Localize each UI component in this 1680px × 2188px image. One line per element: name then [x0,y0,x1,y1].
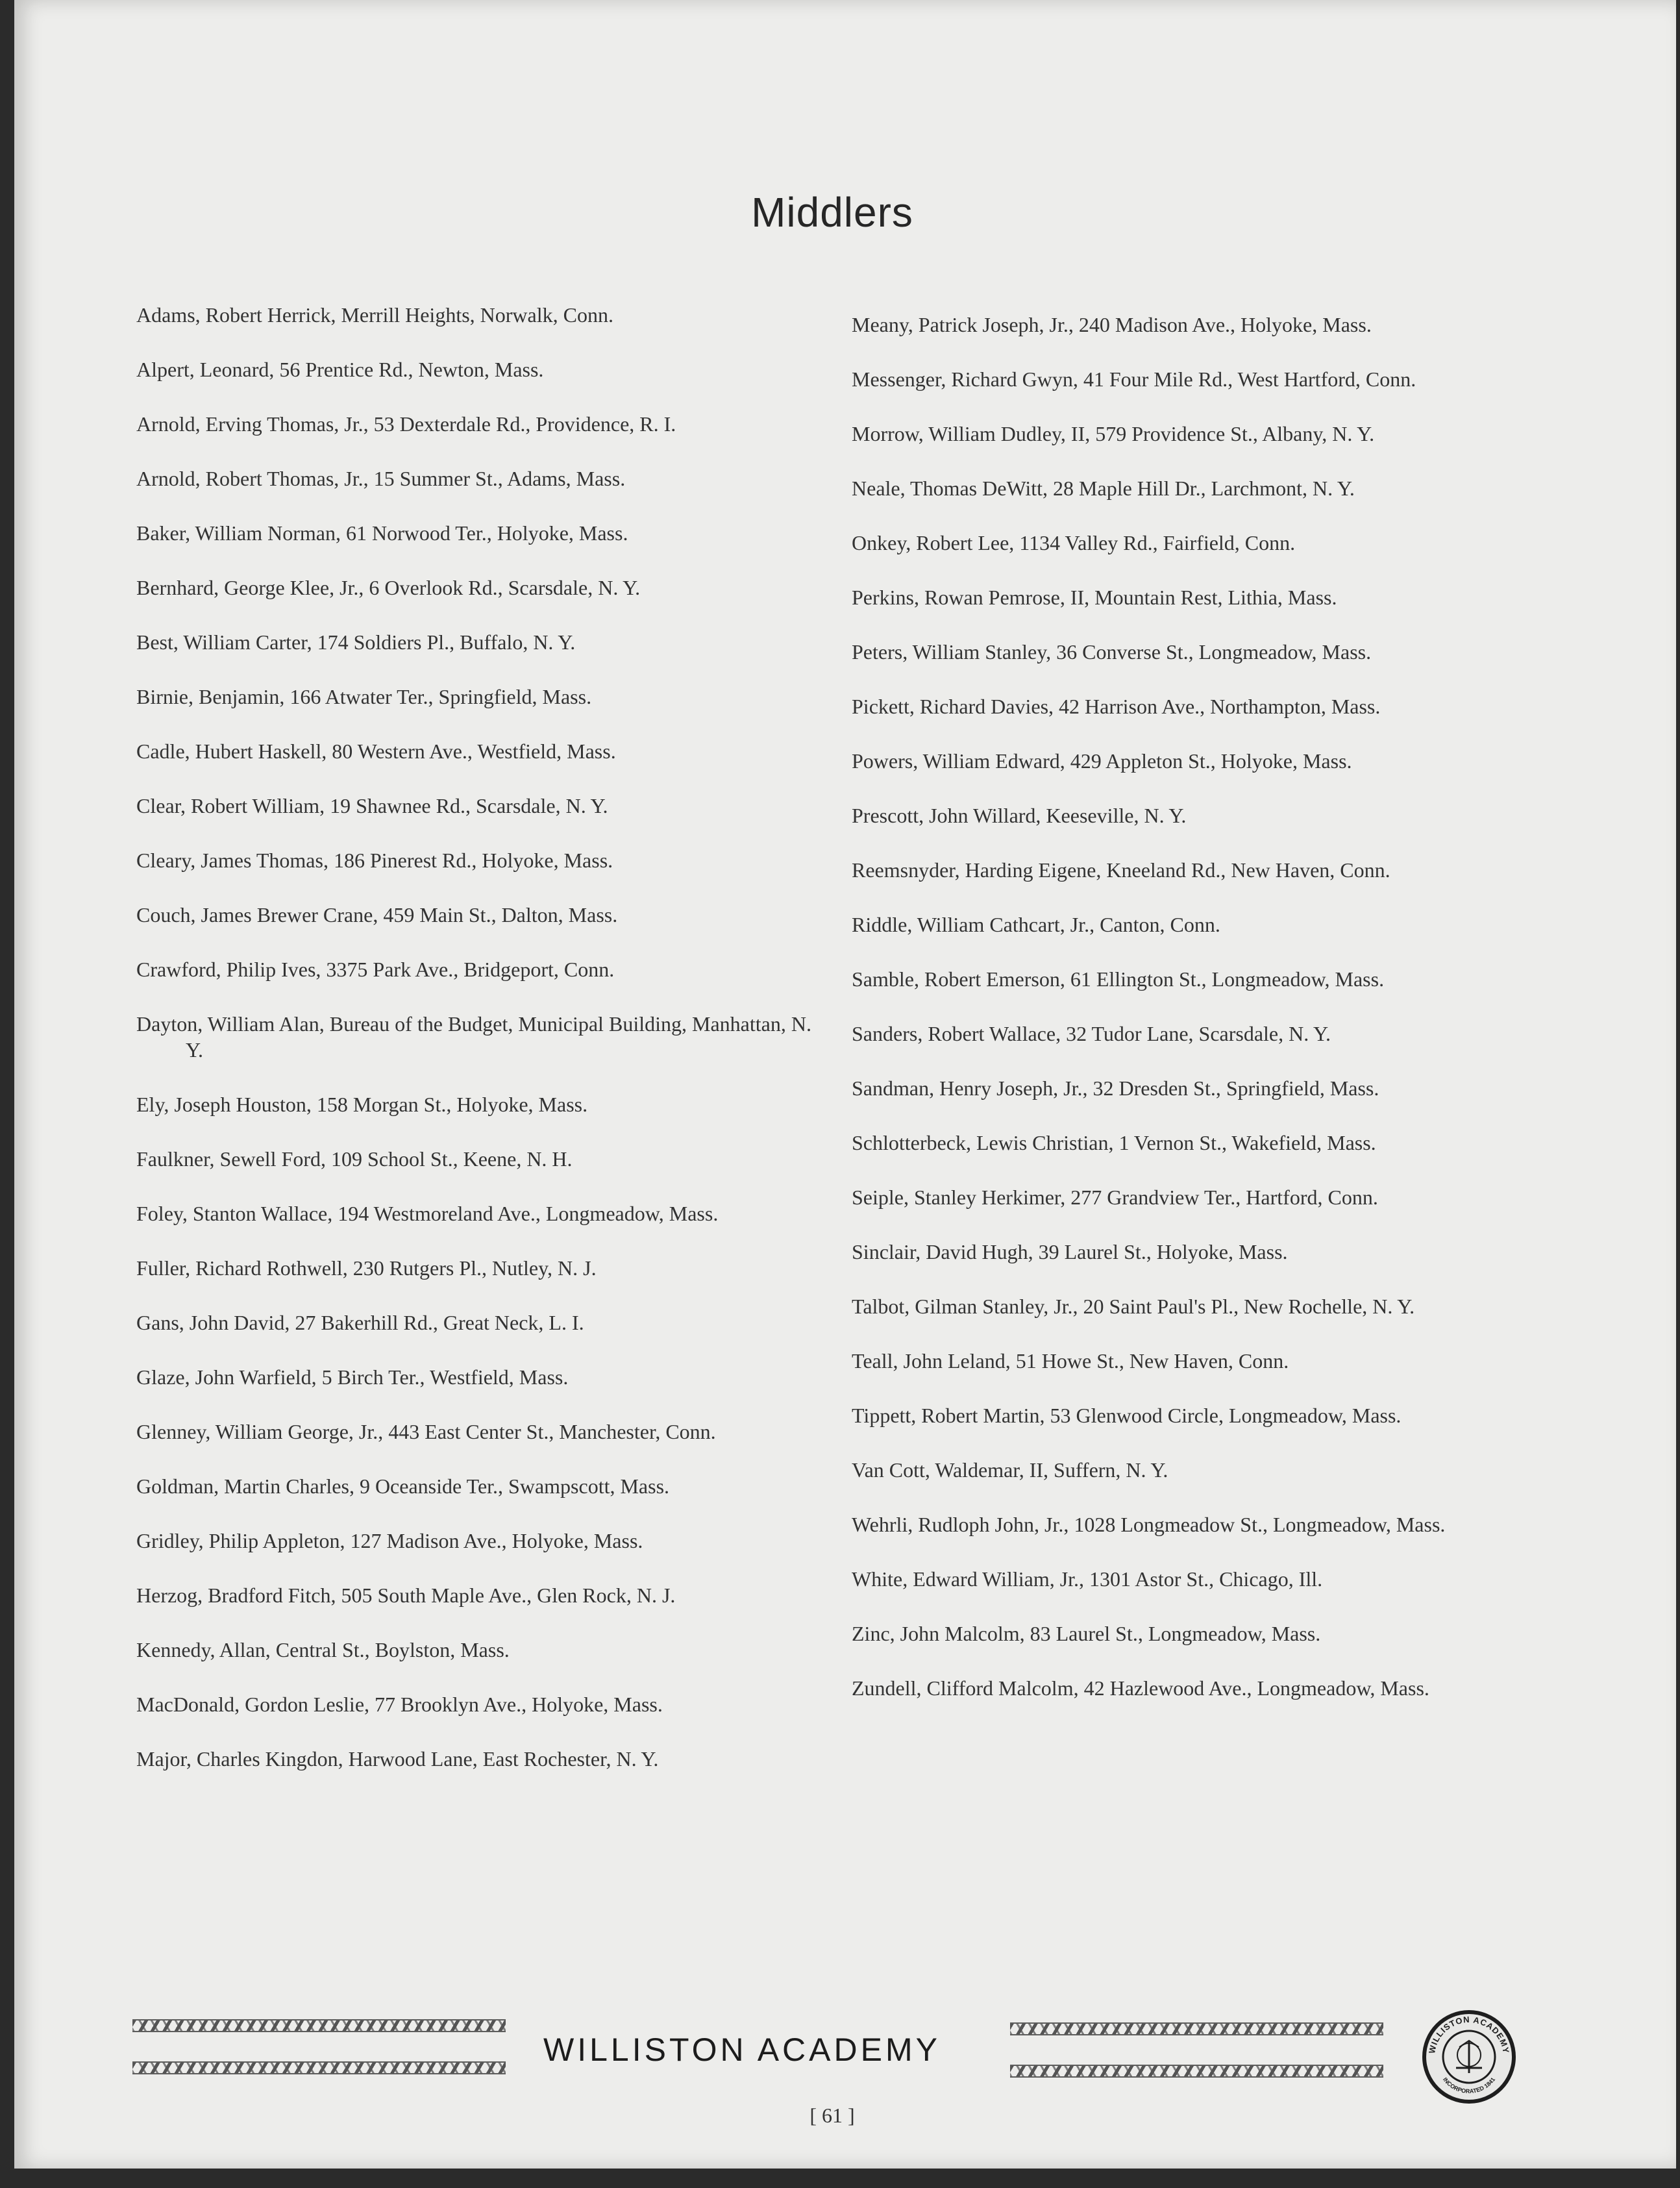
list-item: Schlotterbeck, Lewis Christian, 1 Vernon St., Wakefield, Mass. [852,1131,1376,1154]
list-item: Arnold, Erving Thomas, Jr., 53 Dexterdale Rd., Providence, R. I. [136,412,676,436]
list-item: Teall, John Leland, 51 Howe St., New Haven, Conn. [852,1349,1289,1373]
list-item: Alpert, Leonard, 56 Prentice Rd., Newton, Mass. [136,358,544,381]
list-item: Reemsnyder, Harding Eigene, Kneeland Rd., New Haven, Conn. [852,858,1390,882]
school-name-footer: WILLISTON ACADEMY [543,2032,941,2068]
rope-ornament-left-top [132,2019,506,2032]
academy-seal-icon [1420,2008,1518,2106]
list-item: Sanders, Robert Wallace, 32 Tudor Lane, Scarsdale, N. Y. [852,1022,1331,1045]
list-item: Baker, William Norman, 61 Norwood Ter., Holyoke, Mass. [136,521,628,545]
list-item: Tippett, Robert Martin, 53 Glenwood Circle, Longmeadow, Mass. [852,1404,1402,1427]
list-item: Samble, Robert Emerson, 61 Ellington St., Longmeadow, Mass. [852,967,1385,991]
list-item: Arnold, Robert Thomas, Jr., 15 Summer St., Adams, Mass. [136,467,626,490]
list-item: Messenger, Richard Gwyn, 41 Four Mile Rd., West Hartford, Conn. [852,367,1416,391]
list-item: White, Edward William, Jr., 1301 Astor St., Chicago, Ill. [852,1567,1323,1591]
list-item: Sinclair, David Hugh, 39 Laurel St., Holyoke, Mass. [852,1240,1288,1263]
list-item: Morrow, William Dudley, II, 579 Providence St., Albany, N. Y. [852,422,1375,445]
list-item: MacDonald, Gordon Leslie, 77 Brooklyn Ave., Holyoke, Mass. [136,1693,663,1716]
left-column-list [136,302,811,1800]
list-item: Fuller, Richard Rothwell, 230 Rutgers Pl., Nutley, N. J. [136,1256,597,1280]
list-item: Powers, William Edward, 429 Appleton St., Holyoke, Mass. [852,749,1352,773]
list-item: Cleary, James Thomas, 186 Pinerest Rd., Holyoke, Mass. [136,849,613,872]
list-item: Gans, John David, 27 Bakerhill Rd., Great Neck, L. I. [136,1311,584,1334]
right-column-list [852,312,1527,1730]
list-item: Faulkner, Sewell Ford, 109 School St., Keene, N. H. [136,1147,573,1171]
list-item: Cadle, Hubert Haskell, 80 Western Ave., Westfield, Mass. [136,740,616,763]
list-item: Peters, William Stanley, 36 Converse St., Longmeadow, Mass. [852,640,1372,664]
list-item: Crawford, Philip Ives, 3375 Park Ave., Bridgeport, Conn. [136,958,615,981]
list-item: Perkins, Rowan Pemrose, II, Mountain Rest, Lithia, Mass. [852,586,1337,609]
list-item: Seiple, Stanley Herkimer, 277 Grandview Ter., Hartford, Conn. [852,1186,1378,1209]
rope-ornament-left-bottom [132,2061,506,2074]
list-item: Herzog, Bradford Fitch, 505 South Maple Ave., Glen Rock, N. J. [136,1584,676,1607]
rope-ornament-right-top [1010,2022,1383,2035]
list-item: Pickett, Richard Davies, 42 Harrison Ave., Northampton, Mass. [852,695,1381,718]
list-item: Glenney, William George, Jr., 443 East Center St., Manchester, Conn. [136,1420,716,1443]
list-item: Riddle, William Cathcart, Jr., Canton, Conn. [852,913,1220,936]
list-item: Zundell, Clifford Malcolm, 42 Hazlewood Ave., Longmeadow, Mass. [852,1676,1429,1700]
list-item: Sandman, Henry Joseph, Jr., 32 Dresden St., Springfield, Mass. [852,1076,1379,1100]
svg-text:WILLISTON ACADEMY: WILLISTON ACADEMY [1427,2014,1511,2055]
svg-text:INCORPORATED 1841: INCORPORATED 1841 [1441,2076,1497,2095]
page-number: [ 61 ] [809,2104,855,2127]
list-item: Talbot, Gilman Stanley, Jr., 20 Saint Paul's Pl., New Rochelle, N. Y. [852,1295,1415,1318]
list-item: Onkey, Robert Lee, 1134 Valley Rd., Fairfield, Conn. [852,531,1296,554]
list-item: Neale, Thomas DeWitt, 28 Maple Hill Dr., Larchmont, N. Y. [852,477,1355,500]
list-item: Goldman, Martin Charles, 9 Oceanside Ter., Swampscott, Mass. [136,1474,670,1498]
list-item: Prescott, John Willard, Keeseville, N. Y. [852,804,1187,827]
list-item: Best, William Carter, 174 Soldiers Pl., Buffalo, N. Y. [136,630,576,654]
page-title: Middlers [751,189,913,236]
list-item: Major, Charles Kingdon, Harwood Lane, East Rochester, N. Y. [136,1747,659,1771]
list-item: Foley, Stanton Wallace, 194 Westmoreland Ave., Longmeadow, Mass. [136,1202,719,1225]
list-item: Clear, Robert William, 19 Shawnee Rd., Scarsdale, N. Y. [136,794,608,817]
list-item: Van Cott, Waldemar, II, Suffern, N. Y. [852,1458,1168,1482]
list-item: Gridley, Philip Appleton, 127 Madison Ave., Holyoke, Mass. [136,1529,643,1552]
list-item: Adams, Robert Herrick, Merrill Heights, Norwalk, Conn. [136,303,613,327]
list-item: Meany, Patrick Joseph, Jr., 240 Madison Ave., Holyoke, Mass. [852,313,1372,336]
list-item: Dayton, William Alan, Bureau of the Budget, Municipal Building, Manhattan, N. Y. [136,1012,811,1062]
yearbook-page [14,0,1676,2169]
list-item: Glaze, John Warfield, 5 Birch Ter., Westfield, Mass. [136,1365,569,1389]
list-item: Bernhard, George Klee, Jr., 6 Overlook Rd., Scarsdale, N. Y. [136,576,641,599]
list-item: Birnie, Benjamin, 166 Atwater Ter., Springfield, Mass. [136,685,592,708]
list-item: Kennedy, Allan, Central St., Boylston, Mass. [136,1638,510,1661]
list-item: Wehrli, Rudloph John, Jr., 1028 Longmeadow St., Longmeadow, Mass. [852,1513,1446,1536]
rope-ornament-right-bottom [1010,2065,1383,2078]
list-item: Couch, James Brewer Crane, 459 Main St., Dalton, Mass. [136,903,618,926]
list-item: Zinc, John Malcolm, 83 Laurel St., Longmeadow, Mass. [852,1622,1321,1645]
list-item: Ely, Joseph Houston, 158 Morgan St., Holyoke, Mass. [136,1093,588,1116]
